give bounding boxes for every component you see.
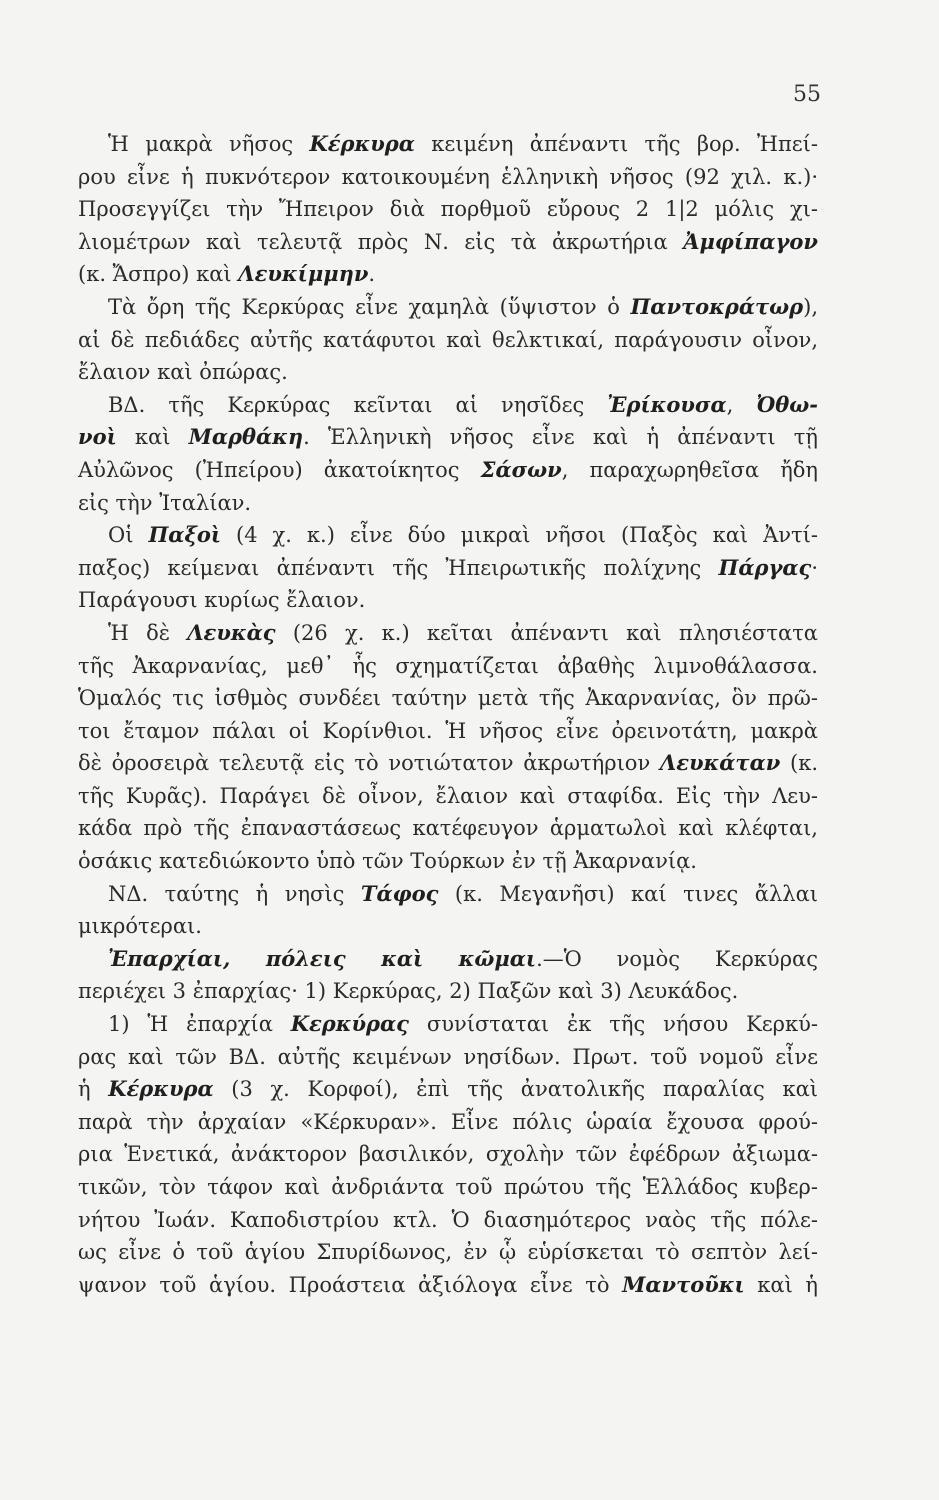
text-run: Οἱ [108,523,149,548]
text-run: κάδα πρὸ τῆς ἐπαναστάσεως κατέφευγον ἁρματωλοὶ καὶ κλέφται, [78,816,818,841]
text-run: , [726,392,757,417]
text-run: ΝΔ. ταύτης ἡ νησὶς [108,881,361,906]
text-run: (κ. Μεγανῆσι) καί τινες ἄλλαι [438,881,818,906]
emphasized-term: Πάργας [718,554,812,580]
text-run: . Ἑλληνικὴ νῆσος εἶνε καὶ ἡ ἀπέναντι τῇ [303,425,818,450]
text-run: (3 χ. Κορφοί), ἐπὶ τῆς ἀνατολικῆς παραλίας καὶ [213,1077,818,1102]
text-line [78,812,818,845]
text-run: ), [803,294,818,319]
text-run: κειμένη ἀπέναντι τῆς βορ. Ἠπεί- [414,132,818,156]
text-line [78,128,818,161]
emphasized-term: Παξοὶ [148,522,222,548]
text-run: τικῶν, τὸν τάφον καὶ ἀνδριάντα τοῦ πρώτου τῆς Ἑλλάδος κυβερ- [78,1175,818,1199]
text-run: δὲ ὀροσειρὰ τελευτᾷ εἰς τὸ νοτιώτατον ἀκρωτήριον [78,751,660,776]
text-line [78,454,818,487]
text-run: καὶ [116,425,189,450]
emphasized-term: νοὶ [78,424,117,450]
text-run: ψανον τοῦ ἁγίου. Προάστεια ἀξιόλογα εἶνε τὸ [78,1272,623,1297]
text-line [78,943,818,976]
text-line [78,1138,818,1171]
text-run: παξος) κείμεναι ἀπέναντι τῆς Ἠπειρωτικῆς πολίχνης [78,555,719,580]
text-line [78,389,818,422]
text-line [78,845,818,878]
text-run: τῆς Ἀκαρνανίας, μεθ᾽ ἧς σχηματίζεται ἀβαθὴς λιμνοθάλασσα. [78,653,818,678]
text-run: Ὁμαλός τις ἰσθμὸς συνδέει ταύτην μετὰ τῆς Ἀκαρνανίας, ὃν πρῶ- [78,686,818,711]
text-line [78,1236,818,1269]
text-run: Προσεγγίζει τὴν Ἤπειρον διὰ πορθμοῦ εὔρους 2 1|2 μόλις χι- [78,197,818,222]
text-run: παρὰ τὴν ἀρχαίαν «Κέρκυραν». Εἶνε πόλις ὡραία ἔχουσα φρού- [78,1109,818,1134]
text-line [78,1041,818,1074]
emphasized-term: Λευκίμμην [238,261,369,287]
text-line [78,617,818,650]
emphasized-term: Λευκὰς [187,619,276,645]
body-text [78,128,818,1301]
text-run: περιέχει 3 ἐπαρχίας· 1) Κερκύρας, 2) Παξῶν καὶ 3) Λευκάδος. [78,979,739,1004]
text-line [78,324,818,357]
emphasized-term: Ἀμφίπαγον [683,228,818,254]
text-run: ἔλαιον καὶ ὀπώρας. [78,360,288,385]
text-line [78,552,818,585]
text-line [78,747,818,780]
text-run: ΒΔ. τῆς Κερκύρας κεῖνται αἱ νησῖδες [108,392,608,417]
text-line [78,584,818,617]
text-run: Αὐλῶνος (Ἠπείρου) ἀκατοίκητος [78,457,481,482]
text-line [78,650,818,683]
text-line [78,682,818,715]
text-run: (κ. Ἄσπρο) καὶ [78,262,239,287]
text-run: λιομέτρων καὶ τελευτᾷ πρὸς Ν. εἰς τὰ ἀκρωτήρια [78,229,684,254]
text-run: , παραχωρηθεῖσα ἤδη [561,457,818,482]
text-run: . [368,262,376,287]
text-run: .—Ὁ νομὸς Κερκύρας [536,946,818,971]
emphasized-term: Ὀθω- [756,391,818,417]
text-run: Ἡ μακρὰ νῆσος [108,132,310,156]
emphasized-term: Τάφος [360,880,439,906]
text-line [78,421,818,454]
text-run: νήτου Ἰωάν. Καποδιστρίου κτλ. Ὁ διασημότερος ναὸς τῆς πόλε- [78,1207,818,1232]
text-run: · [811,555,818,580]
text-run: συνίσταται ἐκ τῆς νήσου Κερκύ- [408,1012,818,1037]
text-line [78,1008,818,1041]
text-run: ρου εἶνε ἡ πυκνότερον κατοικουμένη ἑλληνικὴ νῆσος (92 χιλ. κ.)· [78,164,818,189]
text-line [78,291,818,324]
text-run: ρας καὶ τῶν ΒΔ. αὐτῆς κειμένων νησίδων. Πρωτ. τοῦ νομοῦ εἶνε [78,1044,818,1069]
text-run: αἱ δὲ πεδιάδες αὐτῆς κατάφυτοι καὶ θελκτικαί, παράγουσιν οἶνον, [78,327,818,352]
text-line [78,356,818,389]
text-line [78,258,818,291]
text-line [78,519,818,552]
text-run: Ἡ δὲ [108,620,188,645]
text-line [78,975,818,1008]
emphasized-term: Μαντοῦκι [622,1271,745,1297]
text-run: τοι ἔταμον πάλαι οἱ Κορίνθιοι. Ἡ νῆσος εἶνε ὀρεινοτάτη, μακρὰ [78,718,818,743]
text-line [78,715,818,748]
text-line [78,487,818,520]
text-line [78,1171,818,1204]
text-run: (κ. [780,751,818,776]
text-run: (26 χ. κ.) κεῖται ἀπέναντι καὶ πλησιέστατα [275,620,818,645]
emphasized-term: Παντοκράτωρ [630,293,804,319]
text-line [78,1269,818,1302]
text-line [78,226,818,259]
text-run: ως εἶνε ὁ τοῦ ἁγίου Σπυρίδωνος, ἐν ᾧ εὑρίσκεται τὸ σεπτὸν λεί- [78,1240,818,1265]
text-run: ὁσάκις κατεδιώκοντο ὑπὸ τῶν Τούρκων ἐν τῇ Ἀκαρνανίᾳ. [78,849,697,874]
text-run: Τὰ ὄρη τῆς Κερκύρας εἶνε χαμηλὰ (ὕψιστον ὁ [108,294,631,319]
text-run: ρια Ἑνετικά, ἀνάκτορον βασιλικόν, σχολὴν τῶν ἐφέδρων ἀξιωμα- [78,1142,818,1167]
emphasized-term: Σάσων [480,456,562,482]
text-line [78,1106,818,1139]
text-line [78,1073,818,1106]
text-run: 1) Ἡ ἐπαρχία [108,1012,291,1037]
text-line [78,1204,818,1237]
text-run: εἰς τὴν Ἰταλίαν. [78,490,252,515]
emphasized-term: Ἐπαρχίαι, πόλεις καὶ κῶμαι [108,945,537,971]
text-run: ἡ [78,1077,109,1102]
emphasized-term: Μαρθάκη [188,424,304,450]
text-line [78,780,818,813]
text-line [78,878,818,911]
text-run: καὶ ἡ [744,1272,818,1297]
text-run: μικρότεραι. [78,914,202,939]
emphasized-term: Λευκάταν [659,750,781,776]
text-line [78,193,818,226]
text-line [78,910,818,943]
emphasized-term: Κέρκυρα [108,1076,214,1102]
text-run: (4 χ. κ.) εἶνε δύο μικραὶ νῆσοι (Παξὸς καὶ Ἀντί- [221,523,818,548]
emphasized-term: Ἐρίκουσα [607,391,727,417]
text-line [78,161,818,194]
page-number: 55 [793,82,821,107]
text-run: Παράγουσι κυρίως ἔλαιον. [78,588,366,613]
emphasized-term: Κέρκυρα [309,131,415,156]
emphasized-term: Κερκύρας [290,1011,409,1037]
text-run: τῆς Κυρᾶς). Παράγει δὲ οἶνον, ἔλαιον καὶ σταφίδα. Εἰς τὴν Λευ- [78,783,818,808]
